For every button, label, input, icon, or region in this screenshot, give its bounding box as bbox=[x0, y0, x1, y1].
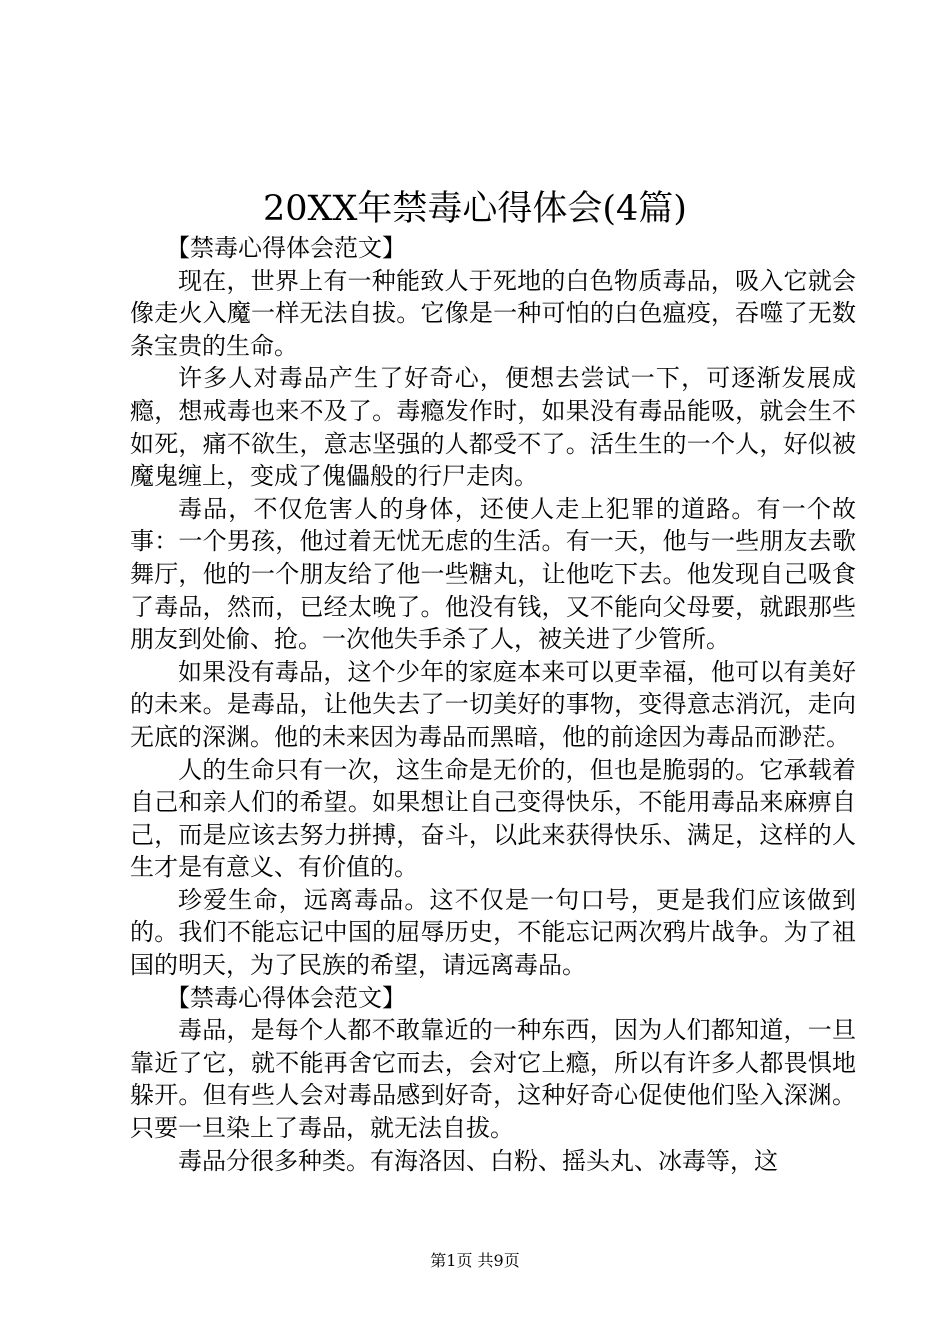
body-paragraph: 现在，世界上有一种能致人于死地的白色物质毒品，吸入它就会像走火入魔一样无法自拔。它像是一种可怕的白色瘟疫，吞噬了无数条宝贵的生命。 bbox=[130, 266, 856, 360]
body-paragraph: 人的生命只有一次，这生命是无价的，但也是脆弱的。它承载着自己和亲人们的希望。如果想让自己变得快乐，不能用毒品来麻痹自己，而是应该去努力拼搏，奋斗，以此来获得快乐、满足，这样的人生才是有意义、有价值的。 bbox=[130, 755, 856, 882]
body-paragraph: 毒品，不仅危害人的身体，还使人走上犯罪的道路。有一个故事：一个男孩，他过着无忧无虑的生活。有一天，他与一些朋友去歌舞厅，他的一个朋友给了他一些糖丸，让他吃下去。他发现自己吸食了毒品，然而，已经太晚了。他没有钱，又不能向父母要，就跟那些朋友到处偷、抢。一次他失手杀了人，被关进了少管所。 bbox=[130, 494, 856, 654]
body-paragraph: 许多人对毒品产生了好奇心，便想去尝试一下，可逐渐发展成瘾，想戒毒也来不及了。毒瘾发作时，如果没有毒品能吸，就会生不如死，痛不欲生，意志坚强的人都受不了。活生生的一个人，好似被魔鬼缠上，变成了傀儡般的行尸走肉。 bbox=[130, 364, 856, 491]
document-title: 20XX年禁毒心得体会(4篇) bbox=[263, 189, 687, 229]
body-paragraph: 毒品，是每个人都不敢靠近的一种东西，因为人们都知道，一旦靠近了它，就不能再舍它而去，会对它上瘾，所以有许多人都畏惧地躲开。但有些人会对毒品感到好奇，这种好奇心促使他们坠入深渊。只要一旦染上了毒品，就无法自拔。 bbox=[130, 1016, 856, 1143]
section-heading: 【禁毒心得体会范文】 bbox=[166, 983, 406, 1012]
body-paragraph: 如果没有毒品，这个少年的家庭本来可以更幸福，他可以有美好的未来。是毒品，让他失去了一切美好的事物，变得意志消沉，走向无底的深渊。他的未来因为毒品而黑暗，他的前途因为毒品而渺茫。 bbox=[130, 657, 856, 751]
body-paragraph: 毒品分很多种类。有海洛因、白粉、摇头丸、冰毒等，这 bbox=[178, 1146, 778, 1175]
document-body bbox=[130, 232, 856, 1177]
section-heading: 【禁毒心得体会范文】 bbox=[166, 234, 406, 262]
body-paragraph: 珍爱生命，远离毒品。这不仅是一句口号，更是我们应该做到的。我们不能忘记中国的屈辱历史，不能忘记两次鸦片战争。为了祖国的明天，为了民族的希望，请远离毒品。 bbox=[130, 885, 856, 980]
page-footer: 第1页 共9页 bbox=[430, 1251, 520, 1270]
